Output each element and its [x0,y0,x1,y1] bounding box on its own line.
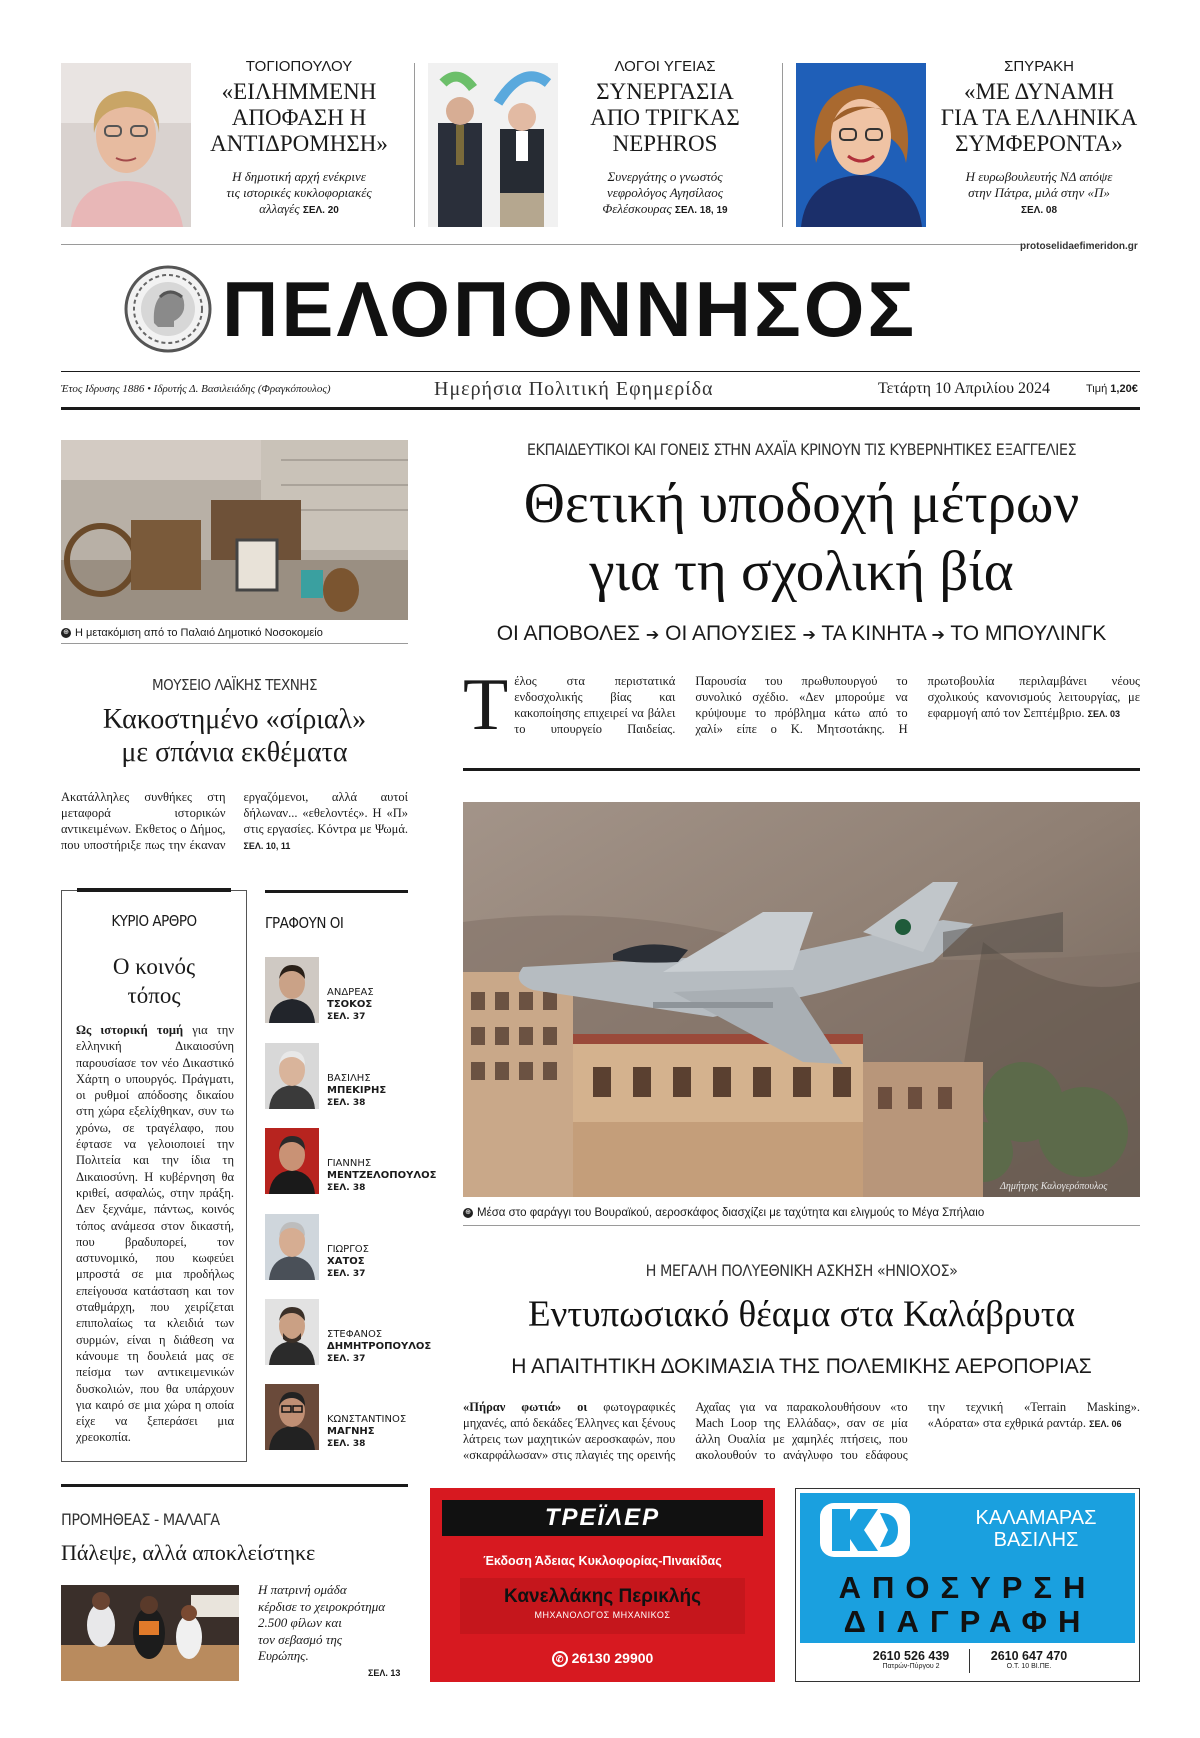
lead-bottom-rule [463,768,1140,771]
sports-photo [61,1585,239,1681]
lead-topic: ΤΑ ΚΙΝΗΤΑ [821,622,926,645]
jet-photo-credit: Δημήτρης Καλογερόπουλος [1000,1181,1108,1192]
writer-photo [265,1214,319,1280]
lead-topic: ΤΟ ΜΠΟΥΛΙΝΓΚ [950,622,1107,645]
ad-kalamaras-logo-icon [820,1503,910,1557]
museum-headline: Κακοστημένο «σίριαλ» με σπάνια εκθέματα [102,704,367,768]
sports-kicker: ΠΡΟΜΗΘΕΑΣ - ΜΑΛΑΓΑ [61,1510,220,1529]
writer-item[interactable]: ΚΩΝΣΤΑΝΤΙΝΟΣ ΜΑΓΝΗΣ ΣΕΛ. 38 [265,1384,408,1450]
teaser-title: ΣΥΝΕΡΓΑΣΙΑ ΑΠΟ ΤΡΙΓΚΑΣ NEPHROS [590,79,740,156]
jet-kicker: Η ΜΕΓΑΛΗ ΠΟΛΥΕΘΝΙΚΗ ΑΣΚΗΣΗ «ΗΝΙΟΧΟΣ» [645,1261,958,1280]
caption-bullet-icon: ⊕ [61,628,71,638]
writer-item[interactable]: ΓΙΩΡΓΟΣ ΧΑΤΟΣ ΣΕΛ. 37 [265,1214,408,1280]
writers-top-bar [265,890,408,893]
editorial-kicker: ΚΥΡΙΟ ΑΡΘΡΟ [111,912,197,930]
teaser-text: Η ευρωβουλευτής ΝΔ απόψε στην Πάτρα, μιλά στην «Π» ΣΕΛ. 08 [965,169,1113,216]
writers-kicker: ΓΡΑΦΟΥΝ ΟΙ [265,914,344,932]
museum-photo [61,440,408,620]
masthead-subtitle: Ημερήσια Πολιτική Εφημερίδα [434,378,714,400]
masthead-rule-bottom [61,407,1140,410]
museum-caption: ⊕ Η μετακόμιση από το Παλαιό Δημοτικό Νοσοκομείο [61,627,323,639]
writer-item[interactable]: ΣΤΕΦΑΝΟΣ ΔΗΜΗΤΡΟΠΟΥΛΟΣ ΣΕΛ. 37 [265,1299,408,1365]
sports-page: ΣΕΛ. 13 [368,1668,401,1678]
editorial-title: Ο κοινός τόπος [112,954,196,1008]
arrow-icon: ➔ [802,627,816,644]
writer-photo [265,1384,319,1450]
editorial-body: Ως ιστορική τομή για την ελληνική Δικαιοσύνη παρουσίασε τον νέο Δικαστικό Χάρτη ο υπουργός. Πράγματι, οι ρυθμοί απόδοσης δικαίου στη χώρα εξελίχθηκαν, συν τω χρόνω, σε τραγέλαφο, που έφτασε να γελοιοποιεί την Πολιτεία και την ίδια τη Δικαιοσύνη. Η κυβέρνηση θα κριθεί, ασφαλώς, στην πράξη. Δεν ξεχνάμε, πάντως, κοινός τόπος ανάμεσα στον δικαστή, που βραδυπορεί, τον αστυνομικό, που κωφεύει μπροστά σε μια προδήλως επείγουσα κατάσταση και τον σταθμάρχη, που χειρίζεται επιπολαίως τα κλειδιά των συρμών, είναι η διάθεση να κάνουμε τη δουλειά μας σε πείσμα των αντικειμενικών δυσκολιών, που θα υπάρχουν για καιρό σε μια χώρα η οποία είχε να ξεπεράσει μια χρεοκοπία. [76,1023,234,1445]
writer-photo [265,1128,319,1194]
ad-trailer-role: ΜΗΧΑΝΟΛΟΓΟΣ ΜΗΧΑΝΙΚΟΣ [534,1610,671,1620]
teaser-divider [414,63,415,227]
jet-body: «Πήραν φωτιά» οι φωτογραφικές μηχανές, από δεκάδες Έλληνες και ξένους λάτρεις των μαχητικών αεροσκαφών, που «σκαρφάλωσαν» στις πλαγιές της ορεινής Αχαΐας για να παρακολουθήσουν «το Mach Loop της Ελλάδας», σαν σε μία άλλη Ουαλία με χαμηλές πτήσεις, που ακολουθούν το ανάγλυφο του εδάφους την τεχνική «Terrain Masking». «Αόρατα» στα εχθρικά ραντάρ. ΣΕΛ. 06 [463,1400,1140,1462]
ad-trailer-name: Κανελλάκης Περικλής [504,1586,701,1607]
masthead-rule-top [61,371,1140,372]
teaser-3[interactable] [934,58,1144,219]
museum-kicker: ΜΟΥΣΕΙΟ ΛΑΪΚΗΣ ΤΕΧΝΗΣ [152,676,317,694]
ad-trailer-title: ΤΡΕΪΛΕΡ [442,1500,763,1536]
lead-headline: Θετική υποδοχή μέτρων για τη σχολική βία [523,472,1080,603]
teaser-title: «ΕΙΛΗΜΜΕΝΗ ΑΠΟΦΑΣΗ Η ΑΝΤΙΔΡΟΜΗΣΗ» [210,79,388,156]
jet-subhead: Η ΑΠΑΙΤΗΤΙΚΗ ΔΟΚΙΜΑΣΙΑ ΤΗΣ ΠΟΛΕΜΙΚΗΣ ΑΕΡΟΠΟΡΙΑΣ [511,1355,1092,1378]
teaser-divider [782,63,783,227]
ad-trailer-phone: ✆ 26130 29900 [430,1650,775,1667]
sports-top-rule [61,1484,408,1487]
sports-text: Η πατρινή ομάδα κέρδισε το χειροκρότημα 2.500 φίλων και τον σεβασμό της Ευρώπης. [258,1582,386,1663]
lead-dropcap: Τ [463,664,509,746]
ad-kalamaras-service: ΑΠΟΣΥΡΣΗ ΔΙΑΓΡΑΦΗ [838,1570,1097,1639]
ad-trailer[interactable] [430,1488,775,1682]
phone-icon: ✆ [552,1651,568,1667]
jet-caption-rule [463,1225,1140,1226]
jet-caption: ⊕ Μέσα στο φαράγγι του Βουραϊκού, αεροσκάφος διασχίζει με ταχύτητα και ελιγμούς το Μέγα Σπήλαιο [463,1207,984,1219]
arrow-icon: ➔ [645,627,660,644]
teaser-kicker: ΛΟΓΟΙ ΥΓΕΙΑΣ [614,58,716,75]
teaser-2[interactable] [560,58,770,219]
lead-topics [463,622,1140,646]
lead-kicker: ΕΚΠΑΙΔΕΥΤΙΚΟΙ ΚΑΙ ΓΟΝΕΙΣ ΣΤΗΝ ΑΧΑΪΑ ΚΡΙΝΟΥΝ ΤΙΣ ΚΥΒΕΡΝΗΤΙΚΕΣ ΕΞΑΓΓΕΛΙΕΣ [526,440,1077,459]
jet-photo [463,802,1140,1197]
museum-caption-rule [61,643,408,644]
lead-topic: ΟΙ ΑΠΟΥΣΙΕΣ [665,622,797,645]
masthead-title: ΠΕΛΟΠΟΝΝΗΣΟΣ [222,265,918,353]
writer-item[interactable]: ΑΝΔΡΕΑΣ ΤΣΟΚΟΣ ΣΕΛ. 37 [265,957,408,1023]
watermark: protoselidaefimeridon.gr [1020,241,1138,252]
ad-kalamaras[interactable] [795,1488,1140,1682]
sports-headline: Πάλεψε, αλλά αποκλείστηκε [61,1540,316,1565]
teaser-1[interactable] [194,58,404,219]
ad-kalamaras-contact-2: 2610 647 470 Ο.Τ. 10 ΒΙ.ΠΕ. [990,1649,1068,1670]
jet-headline: Εντυπωσιακό θέαμα στα Καλάβρυτα [528,1294,1075,1335]
writer-item[interactable]: ΒΑΣΙΛΗΣ ΜΠΕΚΙΡΗΣ ΣΕΛ. 38 [265,1043,408,1109]
teaser-photo-nephros [428,63,558,227]
writer-photo [265,1043,319,1109]
ad-kalamaras-name: ΚΑΛΑΜΑΡΑΣ ΒΑΣΙΛΗΣ [975,1507,1097,1551]
ad-trailer-line1: Έκδοση Άδειας Κυκλοφορίας-Πινακίδας [483,1554,722,1568]
writer-photo [265,1299,319,1365]
museum-body: Ακατάλληλες συνθήκες στη μεταφορά ιστορικών αντικειμένων. Εκθετος ο Δήμος, που υποστήριξε πως την έκαναν εργαζόμενοι, αλλά αυτοί δήλωναν... «εθελοντές». Η «Π» στις εργασίες. Κόντρα με Ψωμά. ΣΕΛ. 10, 11 [61,790,408,852]
editorial-box-top-bar [77,888,231,892]
masthead-date: Τετάρτη 10 Απριλίου 2024 [878,380,1051,397]
teaser-text: Συνεργάτης ο γνωστός νεφρολόγος Αγησίλαος Φελέσκουρας ΣΕΛ. 18, 19 [602,169,728,216]
lead-body: Τέλος στα περιστατικά ενδοσχολικής βίας και κακοποίησης επιχειρεί να βάλει το υπουργείο Παιδείας. Παρουσία του πρωθυπουργού το συνολικό σχέδιο. «Δεν μπορούμε να κρύψουμε το πρόβλημα κάτω από το χαλί» είπε ο Κ. Μητσοτάκης. Η πρωτοβουλία περιλαμβάνει νέους σχολικούς κανονισμούς λειτουργίας, με εφαρμογή από τον Σεπτέμβριο. ΣΕΛ. 03 [463,664,1140,746]
masthead-emblem [124,265,212,353]
ad-kalamaras-contact-1: 2610 526 439 Πατρών-Πύργου 2 [872,1649,950,1670]
writer-photo [265,957,319,1023]
teaser-text: Η δημοτική αρχή ενέκρινε τις ιστορικές κυκλοφοριακές αλλαγές ΣΕΛ. 20 [226,169,372,216]
lead-topic: ΟΙ ΑΠΟΒΟΛΕΣ [496,622,641,645]
masthead-founded: Έτος Ιδρυσης 1886 • Ιδρυτής Δ. Βασιλειάδης (Φραγκόπουλος) [61,383,331,395]
caption-bullet-icon: ⊕ [463,1208,473,1218]
teaser-kicker: ΤΟΓΙΟΠΟΥΛΟΥ [245,58,353,75]
teaser-photo-spyraki [796,63,926,227]
writer-item[interactable]: ΓΙΑΝΝΗΣ ΜΕΝΤΖΕΛΟΠΟΥΛΟΣ ΣΕΛ. 38 [265,1128,408,1194]
masthead-price: Τιμή 1,20€ [1086,383,1138,395]
teaser-photo-togiopoulou [61,63,191,227]
arrow-icon: ➔ [931,627,945,644]
teaser-title: «ΜΕ ΔΥΝΑΜΗ ΓΙΑ ΤΑ ΕΛΛΗΝΙΚΑ ΣΥΜΦΕΡΟΝΤΑ» [940,79,1138,156]
teaser-kicker: ΣΠΥΡΑΚΗ [1004,58,1074,75]
top-separator [61,244,1021,245]
